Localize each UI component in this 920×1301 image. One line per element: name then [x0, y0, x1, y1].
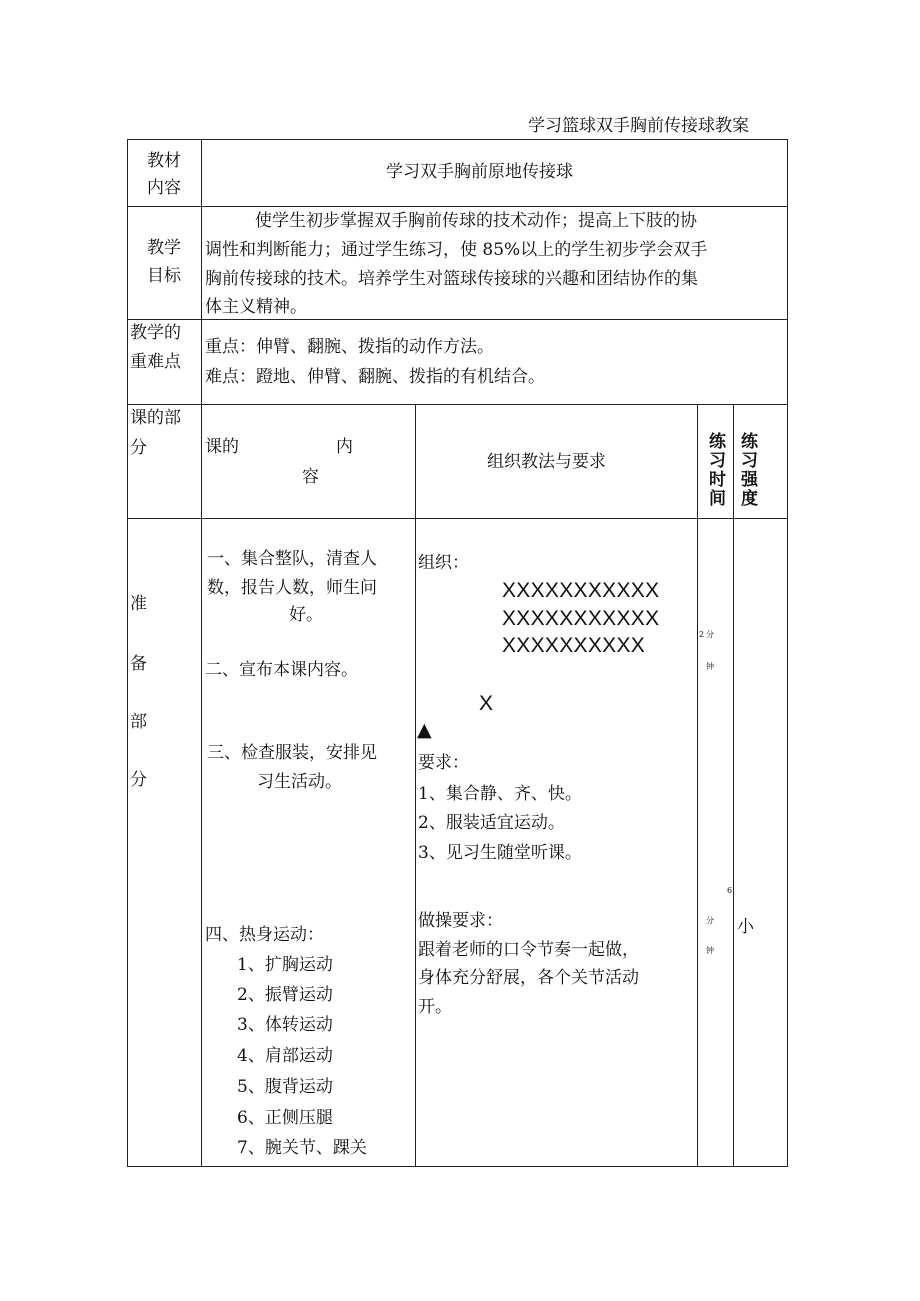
- header-content-b: 内: [336, 437, 353, 457]
- formation-row-2: XXXXXXXXXXX: [502, 607, 660, 630]
- header-time-char-3: 时: [709, 470, 726, 490]
- content-item4-title: 四、热身运动：: [205, 925, 324, 945]
- method-exercise-line: 身体充分舒展，各个关节活动: [418, 968, 639, 988]
- material-value: 学习双手胸前原地传接球: [386, 162, 573, 182]
- goal-line-3: 胸前传接球的技术。培养学生对篮球传接球的兴趣和团结协作的集: [205, 269, 698, 289]
- method-exercise-line: 开。: [418, 997, 452, 1017]
- content-item3-line1: 三、检查服装，安排见: [207, 743, 377, 763]
- goal-line-2: 调性和判断能力；通过学生练习，使 85%以上的学生初步学会双手: [205, 240, 708, 260]
- document-title: 学习篮球双手胸前传接球教案: [528, 116, 749, 136]
- warmup-item: 2、振臂运动: [237, 985, 333, 1005]
- warmup-item: 7、腕关节、踝关: [237, 1138, 367, 1158]
- part-char-3: 部: [130, 712, 147, 732]
- time1-unit-2: 钟: [706, 662, 714, 671]
- method-req-item: 2、服装适宜运动。: [418, 813, 565, 833]
- goal-label-line2: 目标: [147, 266, 181, 286]
- header-time-char-4: 间: [709, 489, 726, 509]
- header-intensity-char-4: 度: [741, 489, 758, 509]
- content-item2: 二、宣布本课内容。: [205, 660, 358, 680]
- content-item1-line1: 一、集合整队，清查人: [207, 549, 377, 569]
- warmup-item: 1、扩胸运动: [237, 955, 333, 975]
- keypoints-label-line1: 教学的: [130, 323, 181, 343]
- time2-unit-1: 分: [706, 916, 714, 925]
- time2-num: 6: [727, 886, 733, 895]
- method-exercise-line: 跟着老师的口令节奏一起做，: [418, 940, 639, 960]
- header-part-line1: 课的部: [130, 408, 181, 428]
- keypoints-label-line2: 重难点: [130, 352, 181, 372]
- formation-row-1: XXXXXXXXXXX: [502, 579, 660, 602]
- material-label-line2: 内容: [147, 178, 181, 198]
- time1-num: 2: [699, 630, 705, 639]
- header-part-line2: 分: [130, 438, 147, 458]
- goal-label-line1: 教学: [147, 238, 181, 258]
- header-content-a: 课的: [205, 437, 239, 457]
- header-intensity-char-1: 练: [741, 432, 758, 452]
- content-item1-line2: 数，报告人数，师生问: [207, 578, 377, 598]
- goal-line-1: 使学生初步掌握双手胸前传球的技术动作；提高上下肢的协: [255, 211, 697, 231]
- warmup-item: 6、正侧压腿: [237, 1108, 333, 1128]
- content-item3-line2: 习生活动。: [257, 772, 342, 792]
- warmup-item: 3、体转运动: [237, 1015, 333, 1035]
- header-time-char-2: 习: [709, 451, 726, 471]
- warmup-item: 5、腹背运动: [237, 1077, 333, 1097]
- header-intensity-char-3: 强: [741, 470, 758, 490]
- method-req-item: 1、集合静、齐、快。: [418, 784, 582, 804]
- time2-unit-2: 钟: [706, 946, 714, 955]
- difficult-point: 难点：蹬地、伸臂、翻腕、拨指的有机结合。: [205, 367, 545, 387]
- part-char-1: 准: [130, 594, 147, 614]
- formation-row-3: XXXXXXXXXX: [502, 634, 646, 657]
- part-char-4: 分: [130, 770, 147, 790]
- part-char-2: 备: [130, 654, 147, 674]
- key-point: 重点：伸臂、翻腕、拨指的动作方法。: [205, 337, 494, 357]
- method-req-label: 要求：: [418, 753, 469, 773]
- material-label-line1: 教材: [147, 151, 181, 171]
- teacher-position: X: [479, 692, 494, 715]
- method-org-label: 组织：: [418, 553, 469, 573]
- teacher-marker-icon: ▲: [417, 719, 432, 741]
- method-req-item: 3、见习生随堂听课。: [418, 843, 582, 863]
- content-item1-line3: 好。: [289, 605, 323, 625]
- time1-unit-1: 分: [706, 630, 714, 639]
- goal-line-4: 体主义精神。: [205, 297, 307, 317]
- header-content-c: 容: [302, 467, 319, 487]
- header-method: 组织教法与要求: [487, 452, 606, 472]
- method-exercise-label: 做操要求：: [418, 911, 503, 931]
- intensity-value: 小: [737, 917, 754, 937]
- warmup-item: 4、肩部运动: [237, 1046, 333, 1066]
- header-time-char-1: 练: [709, 432, 726, 452]
- header-intensity-char-2: 习: [741, 451, 758, 471]
